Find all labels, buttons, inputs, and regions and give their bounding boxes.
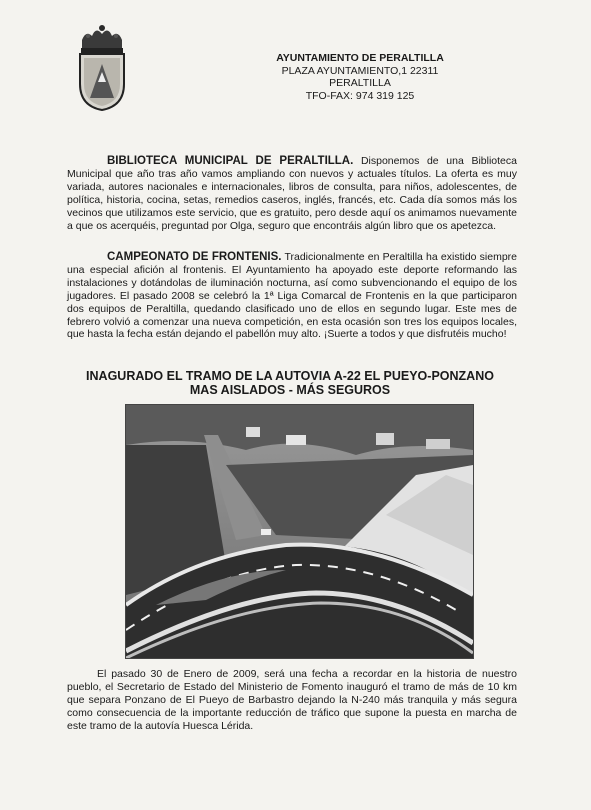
library-body: Disponemos de una Biblioteca Municipal que año tras año vamos ampliando con nuevos y actuales títulos. La oferta es muy variada, autores nacionales e internacionales, libros de consulta, para niños, adolescentes, de política, historia, cocina, setas, remedios caseros, inglés, francés, etc. Cada día somos más los vecinos que utilizamos este servicio, que es gratuito, pero desde aquí os animamos nuevamente a que os acerquéis, preguntad por Olga, seguro que encontráis algún libro que os apetezca. — [67, 155, 518, 232]
organization-phone: TFO-FAX: 974 319 125 — [305, 89, 415, 102]
frontenis-section — [67, 251, 517, 341]
library-title: BIBLIOTECA MUNICIPAL DE PERALTILLA. — [107, 155, 354, 167]
organization-name: AYUNTAMIENTO DE PERALTILLA — [276, 52, 444, 64]
organization-address: PLAZA AYUNTAMIENTO,1 22311 PERALTILLA — [281, 64, 439, 89]
municipal-letterhead — [250, 52, 470, 102]
library-section — [67, 155, 517, 232]
autovia-body: El pasado 30 de Enero de 2009, será una fecha a recordar en la historia de nuestro pueblo, el Secretario de Estado del Ministerio de Fomento inauguró el tramo de más de 10 km que separa Ponzano de El Pueyo de Barbastro dejando la N-240 más tranquila y más segura como consecuencia de la importante reducción de tráfico que supone la puesta en marcha de este tramo de la autovía Huesca Lérida. — [67, 668, 517, 732]
coat-of-arms-icon — [76, 22, 128, 112]
highway-photo — [125, 404, 474, 659]
autovia-headline-line1: INAGURADO EL TRAMO DE LA AUTOVIA A-22 EL PUEYO-PONZANO — [86, 369, 494, 383]
autovia-headline-line2: MAS AISLADOS - MÁS SEGUROS — [189, 383, 391, 397]
autovia-article — [67, 668, 517, 733]
autovia-headline — [60, 369, 520, 397]
frontenis-body: Tradicionalmente en Peraltilla ha existido siempre una especial afición al frontenis. El Ayuntamiento ha apoyado este deporte reformando las instalaciones y dotándolas de iluminación nocturna, así como subvencionando el equipo de los jugadores. El pasado 2008 se celebró la 1ª Liga Comarcal de Frontenis en la que participaron dos equipos de Peraltilla, quedando clasificado uno de ellos en segundo lugar. Este mes de febrero volvió a comenzar una nueva competición, en esta ocasión son tres los equipos locales, que hasta la fecha están dejando el pabellón muy alto. ¡Suerte a todos y que disfrutéis mucho! — [67, 251, 517, 341]
frontenis-title: CAMPEONATO DE FRONTENIS. — [107, 251, 282, 263]
